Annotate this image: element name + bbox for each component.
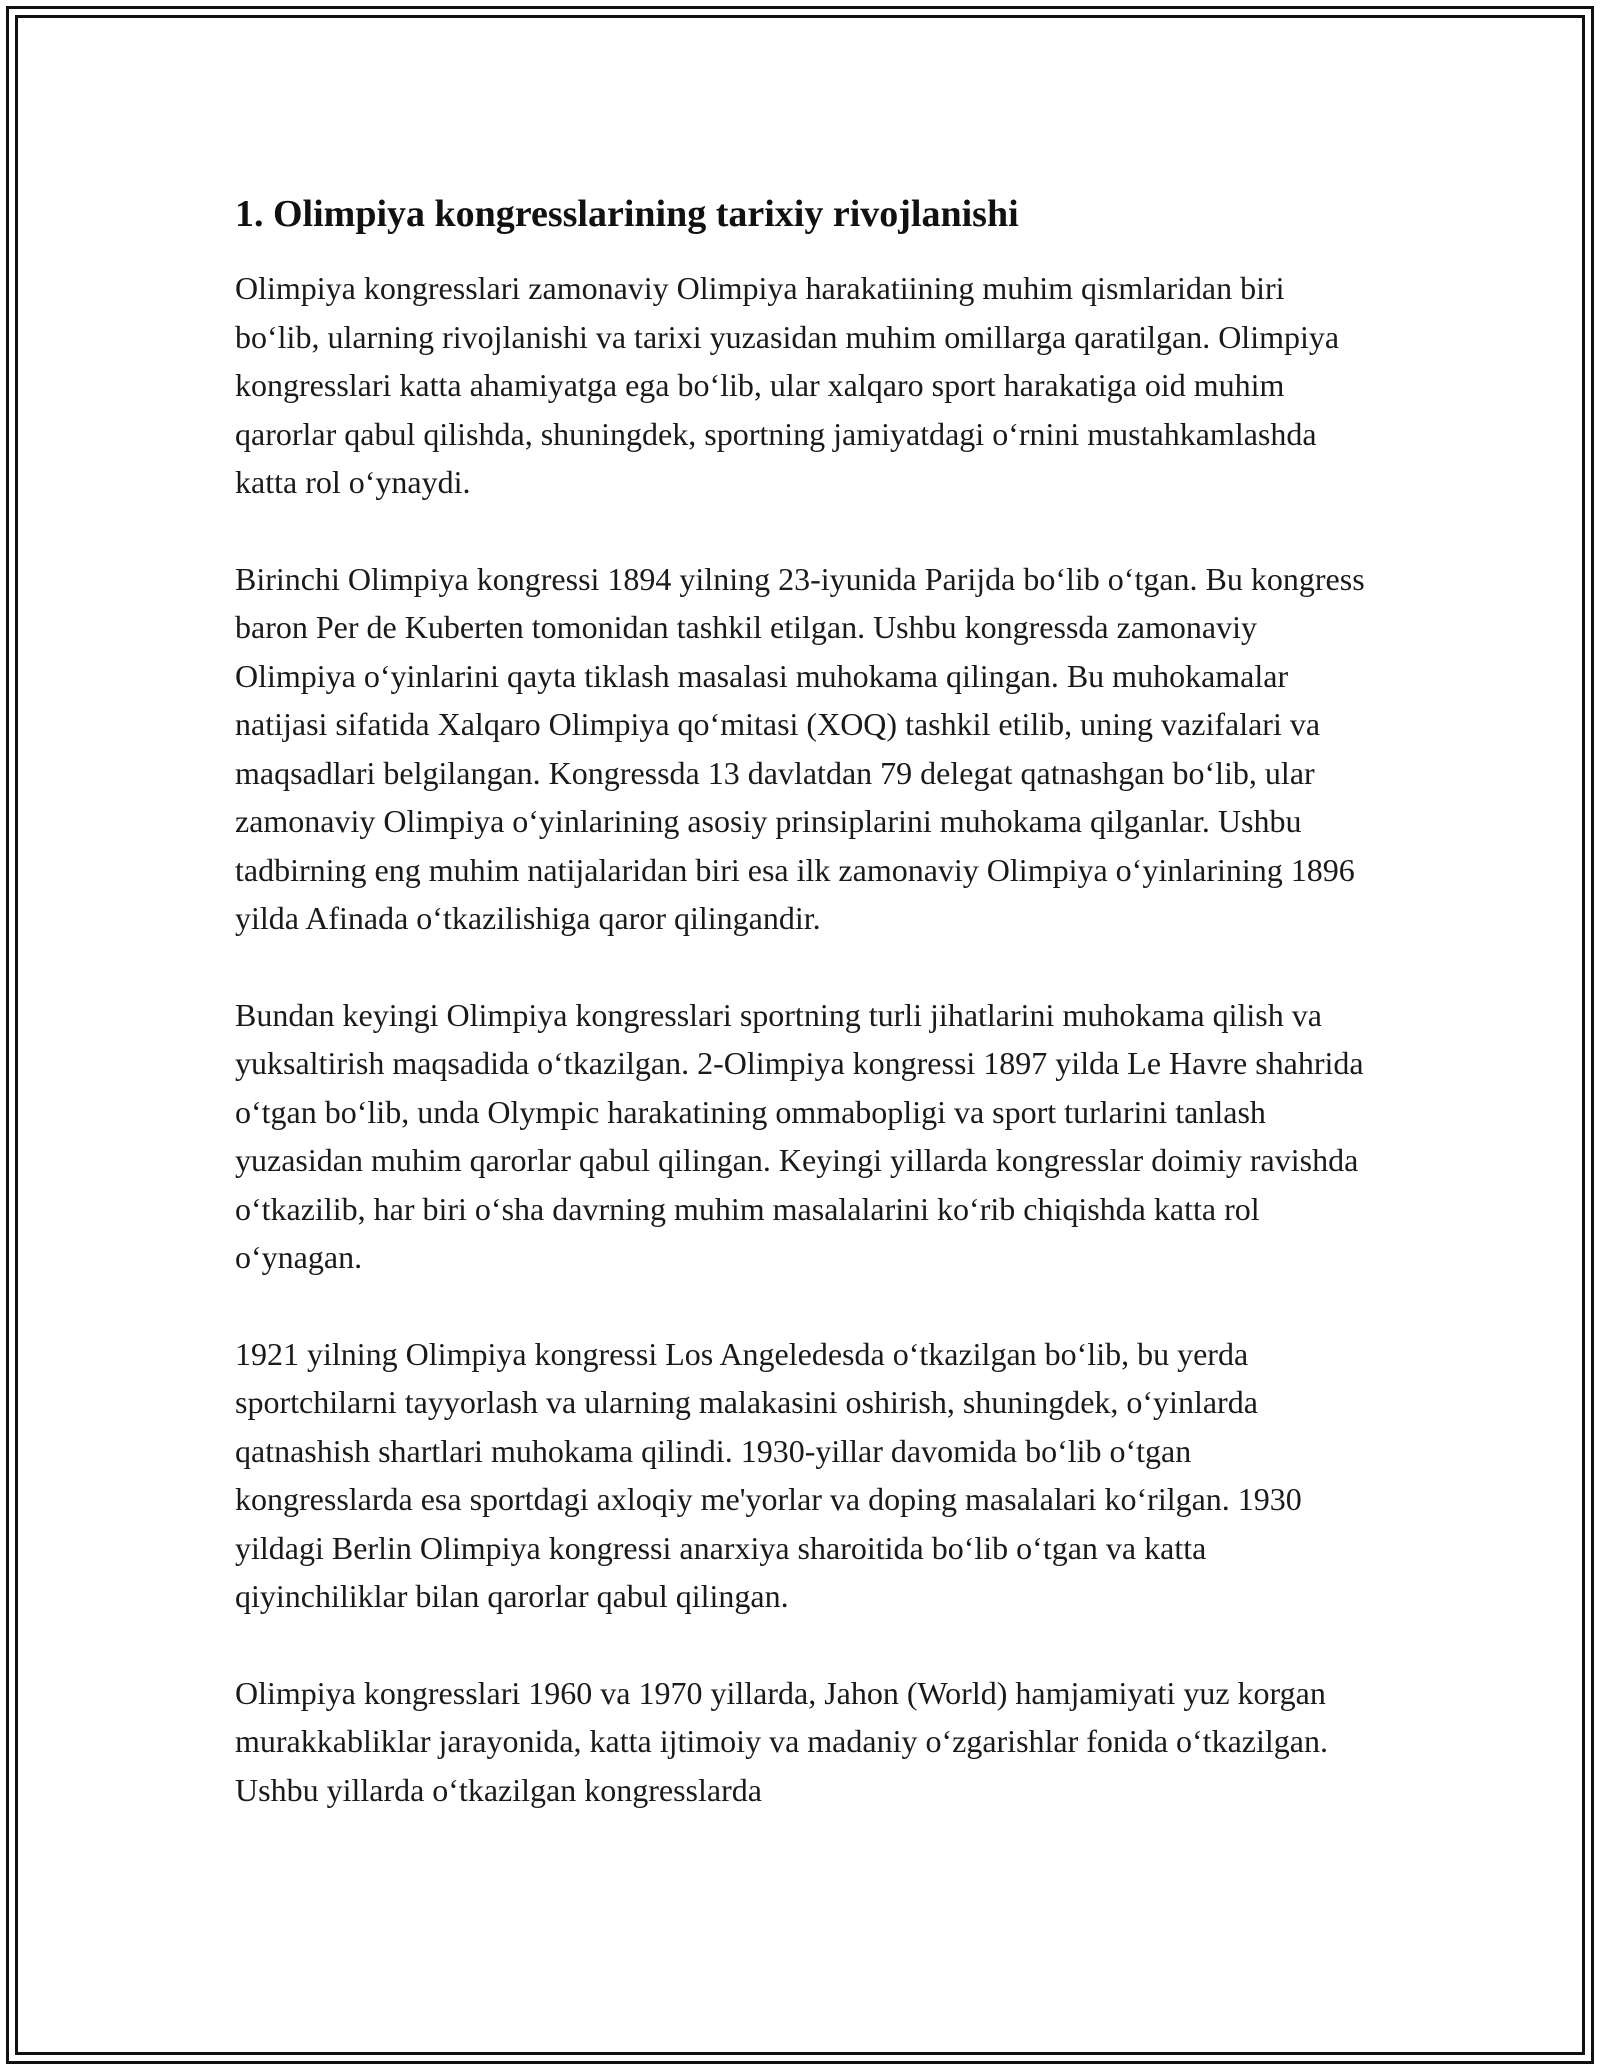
paragraph-4: 1921 yilning Olimpiya kongressi Los Angeledesda o‘tkazilgan bo‘lib, bu yerda sportchilarni tayyorlash va ularning malakasini oshirish, shuningdek, o‘yinlarda qatnashish shartlari muhokama qilindi. 1930-yillar davomida bo‘lib o‘tgan kongresslarda esa sportdagi axloqiy me'yorlar va doping masalalari ko‘rilgan. 1930 yildagi Berlin Olimpiya kongressi anarxiya sharoitida bo‘lib o‘tgan va katta qiyinchiliklar bilan qarorlar qabul qilingan. [235, 1335, 1302, 1614]
paragraph-3: Bundan keyingi Olimpiya kongresslari sportning turli jihatlarini muhokama qilish va yuksaltirish maqsadida o‘tkazilgan. 2-Olimpiya kongressi 1897 yilda Le Havre shahrida o‘tgan bo‘lib, unda Olympic harakatining ommabopligi va sport turlarini tanlash yuzasidan muhim qarorlar qabul qilingan. Keyingi yillarda kongresslar doimiy ravishda o‘tkazilib, har biri o‘sha davrning muhim masalalarini ko‘rib chiqishda katta rol o‘ynagan. [235, 996, 1364, 1275]
document-body [235, 186, 1375, 1814]
paragraph-2: Birinchi Olimpiya kongressi 1894 yilning 23-iyunida Parijda bo‘lib o‘tgan. Bu kongress baron Per de Kuberten tomonidan tashkil etilgan. Ushbu kongressda zamonaviy Olimpiya o‘yinlarini qayta tiklash masalasi muhokama qilingan. Bu muhokamalar natijasi sifatida Xalqaro Olimpiya qo‘mitasi (XOQ) tashkil etilib, uning vazifalari va maqsadlari belgilangan. Kongressda 13 davlatdan 79 delegat qatnashgan bo‘lib, ular zamonaviy Olimpiya o‘yinlarining asosiy prinsiplarini muhokama qilganlar. Ushbu tadbirning eng muhim natijalaridan biri esa ilk zamonaviy Olimpiya o‘yinlarining 1896 yilda Afinada o‘tkazilishiga qaror qilingandir. [235, 560, 1365, 936]
section-heading: 1. Olimpiya kongresslarining tarixiy rivojlanishi [235, 193, 1019, 235]
paragraph-1: Olimpiya kongresslari zamonaviy Olimpiya harakatiining muhim qismlaridan biri bo‘lib, ularning rivojlanishi va tarixi yuzasidan muhim omillarga qaratilgan. Olimpiya kongresslari katta ahamiyatga ega bo‘lib, ular xalqaro sport harakatiga oid muhim qarorlar qabul qilishda, shuningdek, sportning jamiyatdagi o‘rnini mustahkamlashda katta rol o‘ynaydi. [235, 270, 1340, 500]
paragraph-5: Olimpiya kongresslari 1960 va 1970 yillarda, Jahon (World) hamjamiyati yuz korgan murakkabliklar jarayonida, katta ijtimoiy va madaniy o‘zgarishlar fonida o‘tkazilgan. Ushbu yillarda o‘tkazilgan kongresslarda [235, 1674, 1328, 1808]
